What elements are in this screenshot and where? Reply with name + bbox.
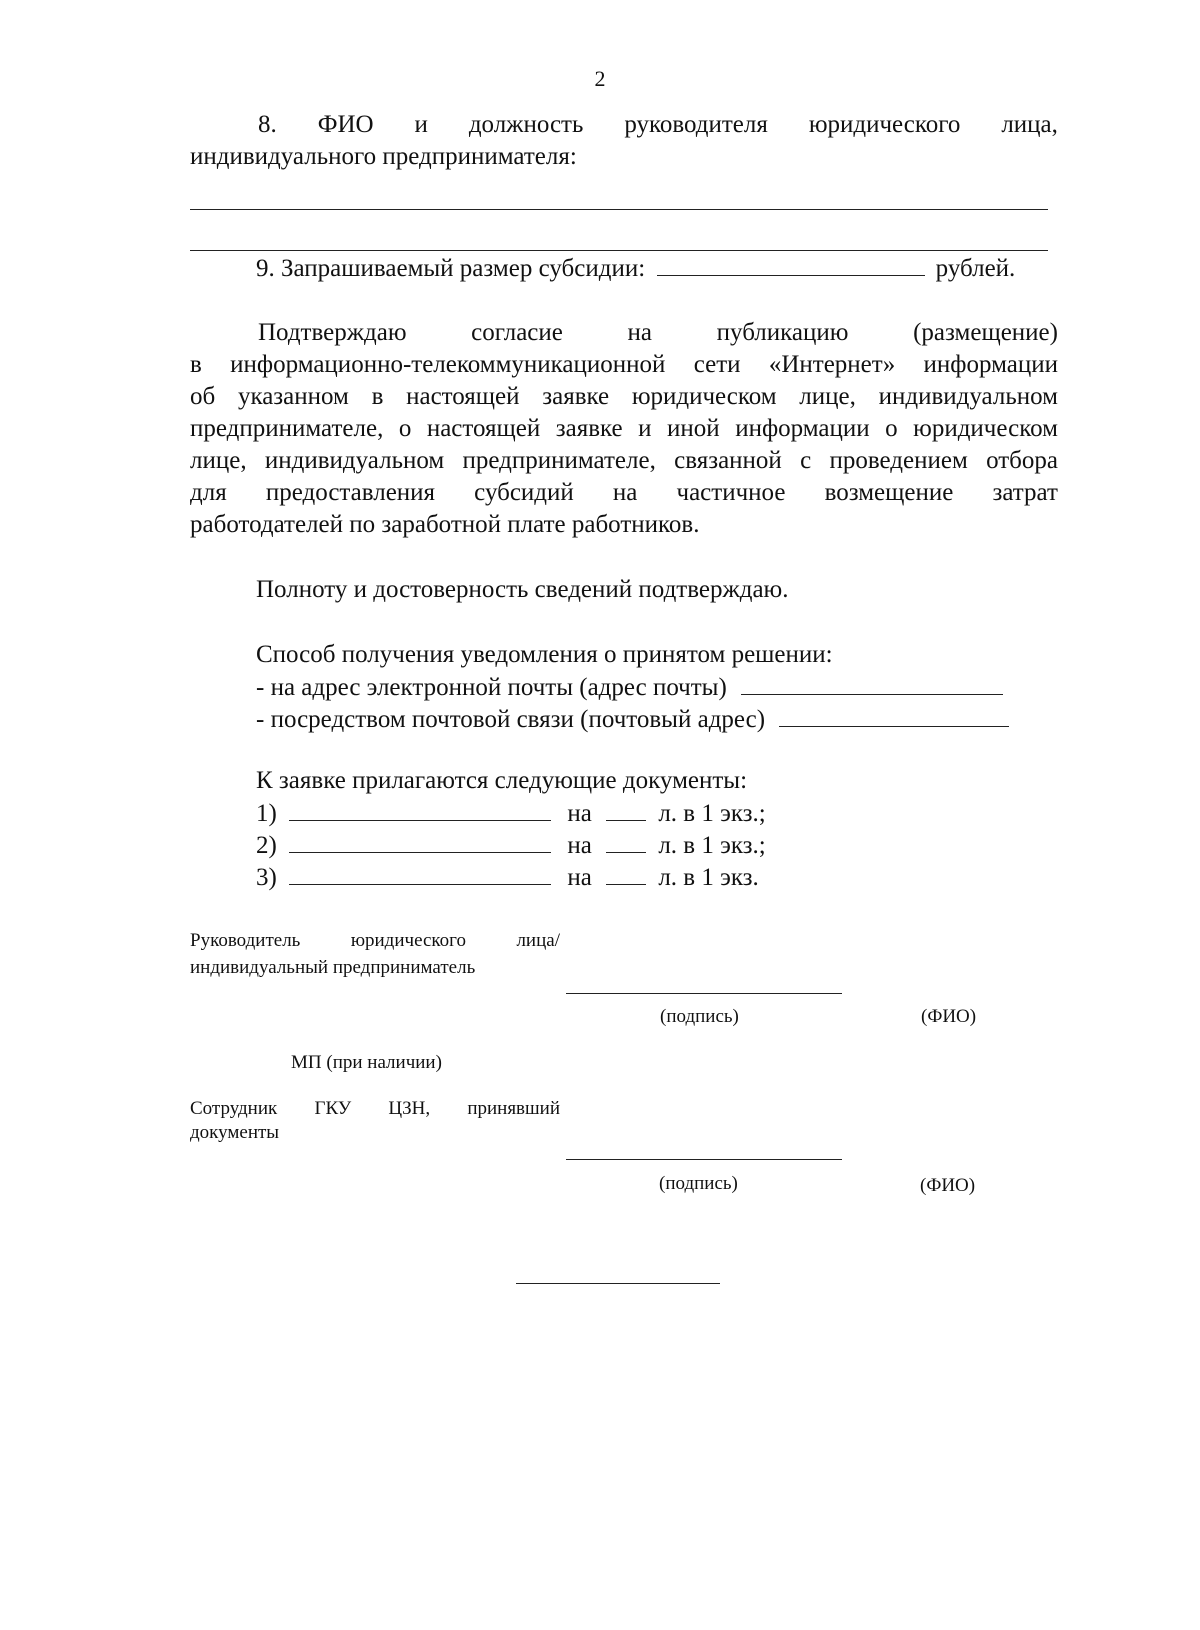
word: публикацию — [716, 319, 849, 346]
word: об — [190, 383, 216, 410]
word: 8. — [258, 111, 277, 138]
attachment-name-field[interactable] — [289, 862, 551, 885]
word: иной — [667, 415, 720, 442]
word: предпринимателе, — [462, 447, 656, 474]
word: лица, — [1001, 111, 1058, 138]
word: принявший — [467, 1098, 560, 1119]
attachment-item — [256, 830, 766, 861]
attachments-title: К заявке прилагаются следующие документы: — [256, 767, 748, 794]
postal-address-field[interactable] — [779, 704, 1009, 727]
consent-line7: работодателей по заработной плате работников. — [190, 511, 700, 538]
confirmation-text: Полноту и достоверность сведений подтверждаю. — [256, 576, 789, 603]
word: (размещение) — [913, 319, 1058, 346]
word: предпринимателе, — [190, 415, 384, 442]
word: юридическом — [631, 383, 777, 410]
word: юридического — [350, 930, 466, 951]
word: должность — [468, 111, 584, 138]
attachment-tail: л. в 1 экз. — [658, 864, 759, 891]
head-title-line1 — [190, 929, 560, 953]
word: связанной — [674, 447, 782, 474]
word: проведением — [829, 447, 968, 474]
word: в — [371, 383, 384, 410]
notify-email-row — [256, 672, 1003, 703]
attachment-name-field[interactable] — [289, 830, 551, 853]
item9-label: 9. Запрашиваемый размер субсидии: — [256, 255, 646, 282]
employee-name-caption: (ФИО) — [920, 1175, 976, 1196]
word: юридическом — [913, 415, 1058, 442]
word: и — [414, 111, 428, 138]
notify-post-label: - посредством почтовой связи (почтовый адрес) — [256, 706, 766, 733]
word: на — [612, 479, 638, 506]
consent-line6 — [190, 478, 1058, 508]
word: заявке — [555, 415, 623, 442]
word: индивидуальном — [264, 447, 445, 474]
word: указанном — [237, 383, 349, 410]
word: «Интернет» — [768, 351, 896, 378]
word: информации — [923, 351, 1058, 378]
attachment-number: 1) — [256, 800, 277, 827]
attachment-name-field[interactable] — [289, 798, 551, 821]
attachment-pages-field[interactable] — [606, 830, 646, 853]
word: на — [627, 319, 652, 346]
word: возмещение — [824, 479, 954, 506]
item8-line1 — [258, 110, 1058, 140]
word: юридического — [808, 111, 961, 138]
word: для — [190, 479, 227, 506]
item9-row — [256, 253, 1015, 284]
word: о — [398, 415, 412, 442]
consent-line5 — [190, 446, 1058, 476]
consent-line2 — [190, 350, 1058, 380]
word: согласие — [471, 319, 563, 346]
attachment-pages-field[interactable] — [606, 862, 646, 885]
attachment-number: 3) — [256, 864, 277, 891]
word: Руководитель — [190, 930, 301, 951]
word: ЦЗН, — [388, 1098, 431, 1119]
word: лице, — [190, 447, 247, 474]
head-title-line2: индивидуальный предприниматель — [190, 957, 476, 978]
head-name-caption: (ФИО) — [921, 1006, 977, 1027]
word: с — [800, 447, 812, 474]
word: о — [885, 415, 898, 442]
attachment-item — [256, 798, 766, 829]
consent-line1 — [258, 318, 1058, 348]
word: сети — [693, 351, 741, 378]
word: Сотрудник — [190, 1098, 278, 1119]
attachment-pages-field[interactable] — [606, 798, 646, 821]
employee-signature-line[interactable] — [566, 1159, 842, 1160]
head-signature-caption: (подпись) — [660, 1006, 739, 1027]
attachment-on: на — [567, 800, 592, 827]
attachment-on: на — [567, 864, 592, 891]
word: информации — [735, 415, 870, 442]
word: затрат — [992, 479, 1058, 506]
item8-line2: индивидуального предпринимателя: — [190, 143, 577, 170]
word: настоящей — [426, 415, 541, 442]
word: Подтверждаю — [258, 319, 407, 346]
word: частичное — [676, 479, 786, 506]
notify-email-label: - на адрес электронной почты (адрес почты) — [256, 674, 727, 701]
word: индивидуальном — [878, 383, 1058, 410]
item8-blank-line-1[interactable] — [190, 209, 1048, 210]
word: в — [190, 351, 202, 378]
word: руководителя — [624, 111, 768, 138]
word: предоставления — [265, 479, 436, 506]
word: и — [638, 415, 652, 442]
attachment-on: на — [567, 832, 592, 859]
subsidy-amount-field[interactable] — [657, 253, 925, 276]
word: отбора — [986, 447, 1058, 474]
attachment-tail: л. в 1 экз.; — [658, 832, 766, 859]
employee-signature-caption: (подпись) — [659, 1173, 738, 1194]
employee-title-line2: документы — [190, 1122, 280, 1143]
notify-post-row — [256, 704, 1009, 735]
word: субсидий — [474, 479, 574, 506]
stamp-label: МП (при наличии) — [291, 1052, 442, 1073]
word: лица/ — [516, 930, 560, 951]
notify-title: Способ получения уведомления о принятом решении: — [256, 641, 833, 668]
word: лице, — [799, 383, 856, 410]
page-number: 2 — [594, 66, 606, 91]
word: заявке — [542, 383, 610, 410]
word: ГКУ — [314, 1098, 352, 1119]
email-address-field[interactable] — [741, 672, 1003, 695]
head-signature-line[interactable] — [566, 993, 842, 994]
attachment-item — [256, 862, 759, 893]
consent-line4 — [190, 414, 1058, 444]
employee-title-line1 — [190, 1097, 560, 1121]
attachment-number: 2) — [256, 832, 277, 859]
word: ФИО — [317, 111, 374, 138]
word: информационно-телекоммуникационной — [230, 351, 666, 378]
word: настоящей — [406, 383, 520, 410]
item9-unit: рублей. — [935, 255, 1016, 282]
item8-blank-line-2[interactable] — [190, 250, 1048, 251]
attachment-tail: л. в 1 экз.; — [658, 800, 766, 827]
closing-separator — [516, 1283, 720, 1284]
consent-line3 — [190, 382, 1058, 412]
